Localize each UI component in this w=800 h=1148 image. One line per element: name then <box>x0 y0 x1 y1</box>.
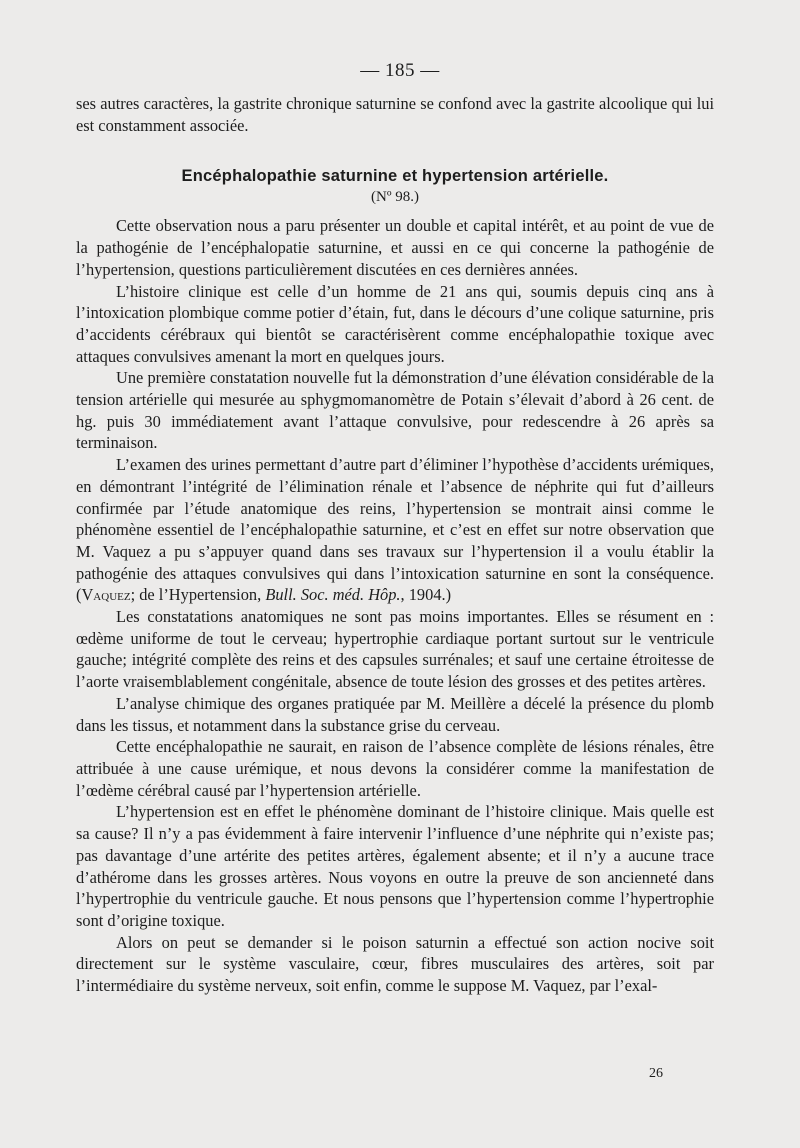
citation-title: ; de l’Hypertension, <box>130 585 266 605</box>
citation-journal: Bull. Soc. méd. Hôp. <box>265 585 401 605</box>
citation-year: , 1904.) <box>400 585 452 605</box>
paragraph: Cette encéphalopathie ne saurait, en raison de l’absence complète de lésions rénales, être attribuée à une cause urémique, et nous devons la considérer comme la manifestation de l’œdème cérébral causé par l’hypertension artérielle. <box>76 737 714 800</box>
paragraph-text: L’examen des urines permettant d’autre part d’éliminer l’hypothèse d’accidents urémiques, en démontrant l’intégrité de l’élimination rénale et l’absence de néphrite qui fut d’ailleurs confirmée par l’étude anatomique des reins, l’hypertension se montrait ainsi comme le phénomène essentiel de l’encéphalopathie saturnine, et c’est en effet sur notre observation que M. Vaquez a pu s’appuyer quand dans ses travaux sur l’hypertension il a voulu établir la pathogénie des attaques convulsives qui dans l’intoxication saturnine en sont la conséquence. ( <box>76 455 714 605</box>
continuation-paragraph: ses autres caractères, la gastrite chronique saturnine se confond avec la gastrite alcoolique qui lui est constamment associée. <box>76 94 714 135</box>
section-subtitle: (Nº 98.) <box>371 189 419 206</box>
paragraph: Une première constatation nouvelle fut la démonstration d’une élévation considérable de la tension artérielle qui mesurée au sphygmomanomètre de Potain s’élevait d’abord à 26 cent. de hg. puis 30 immédiatement avant l’attaque convulsive, pour redescendre à 26 après sa terminaison. <box>76 368 714 453</box>
paragraph: Alors on peut se demander si le poison saturnin a effectué son action nocive soit directement sur le système vasculaire, cœur, fibres musculaires des artères, soit par l’intermédiaire du système nerveux, soit enfin, comme le suppose M. Vaquez, par l’exal- <box>76 932 714 996</box>
citation-author: Vaquez <box>81 585 131 605</box>
text-body <box>76 93 714 997</box>
signature-mark: 26 <box>649 1066 663 1081</box>
page-number: — 185 — <box>360 60 440 81</box>
paragraph: L’analyse chimique des organes pratiquée par M. Meillère a décelé la présence du plomb dans les tissus, et notamment dans la substance grise du cerveau. <box>76 693 714 735</box>
paragraph: L’histoire clinique est celle d’un homme de 21 ans qui, soumis depuis cinq ans à l’intoxication plombique comme potier d’étain, fut, dans le décours d’une colique saturnine, pris d’accidents cérébraux qui bientôt se caractérisèrent comme encéphalopathie toxique avec attaques convulsives amenant la mort en quelques jours. <box>76 281 714 366</box>
paragraph: L’hypertension est en effet le phénomène dominant de l’histoire clinique. Mais quelle est sa cause? Il n’y a pas évidemment à faire intervenir l’influence d’une néphrite qui n’existe pas; pas davantage d’une artérite des petites artères, également absente; et il n’y a aucune trace d’athérome dans les grosses artères. Nous voyons en outre la preuve de son ancienneté dans l’hypertrophie du ventricule gauche. Et nous pensons que l’hypertension comme l’hypertrophie sont d’origine toxique. <box>76 802 714 930</box>
paragraph: Cette observation nous a paru présenter un double et capital intérêt, et au point de vue de la pathogénie de l’encéphalopatie saturnine, et aussi en ce qui concerne la pathogénie de l’hypertension, questions particulièrement discutées en ces dernières années. <box>76 216 714 279</box>
paragraph-urines <box>76 454 714 606</box>
section-title: Encéphalopathie saturnine et hypertension artérielle. <box>181 167 609 186</box>
paragraph: Les constatations anatomiques ne sont pas moins importantes. Elles se résument en : œdème uniforme de tout le cerveau; hypertrophie cardiaque portant surtout sur le ventricule gauche; intégrité complète des reins et des capsules surrénales; et sauf une certaine étroitesse de l’aorte vraisemblablement congénitale, absence de toute lésion des grosses et des petites artères. <box>76 607 714 692</box>
